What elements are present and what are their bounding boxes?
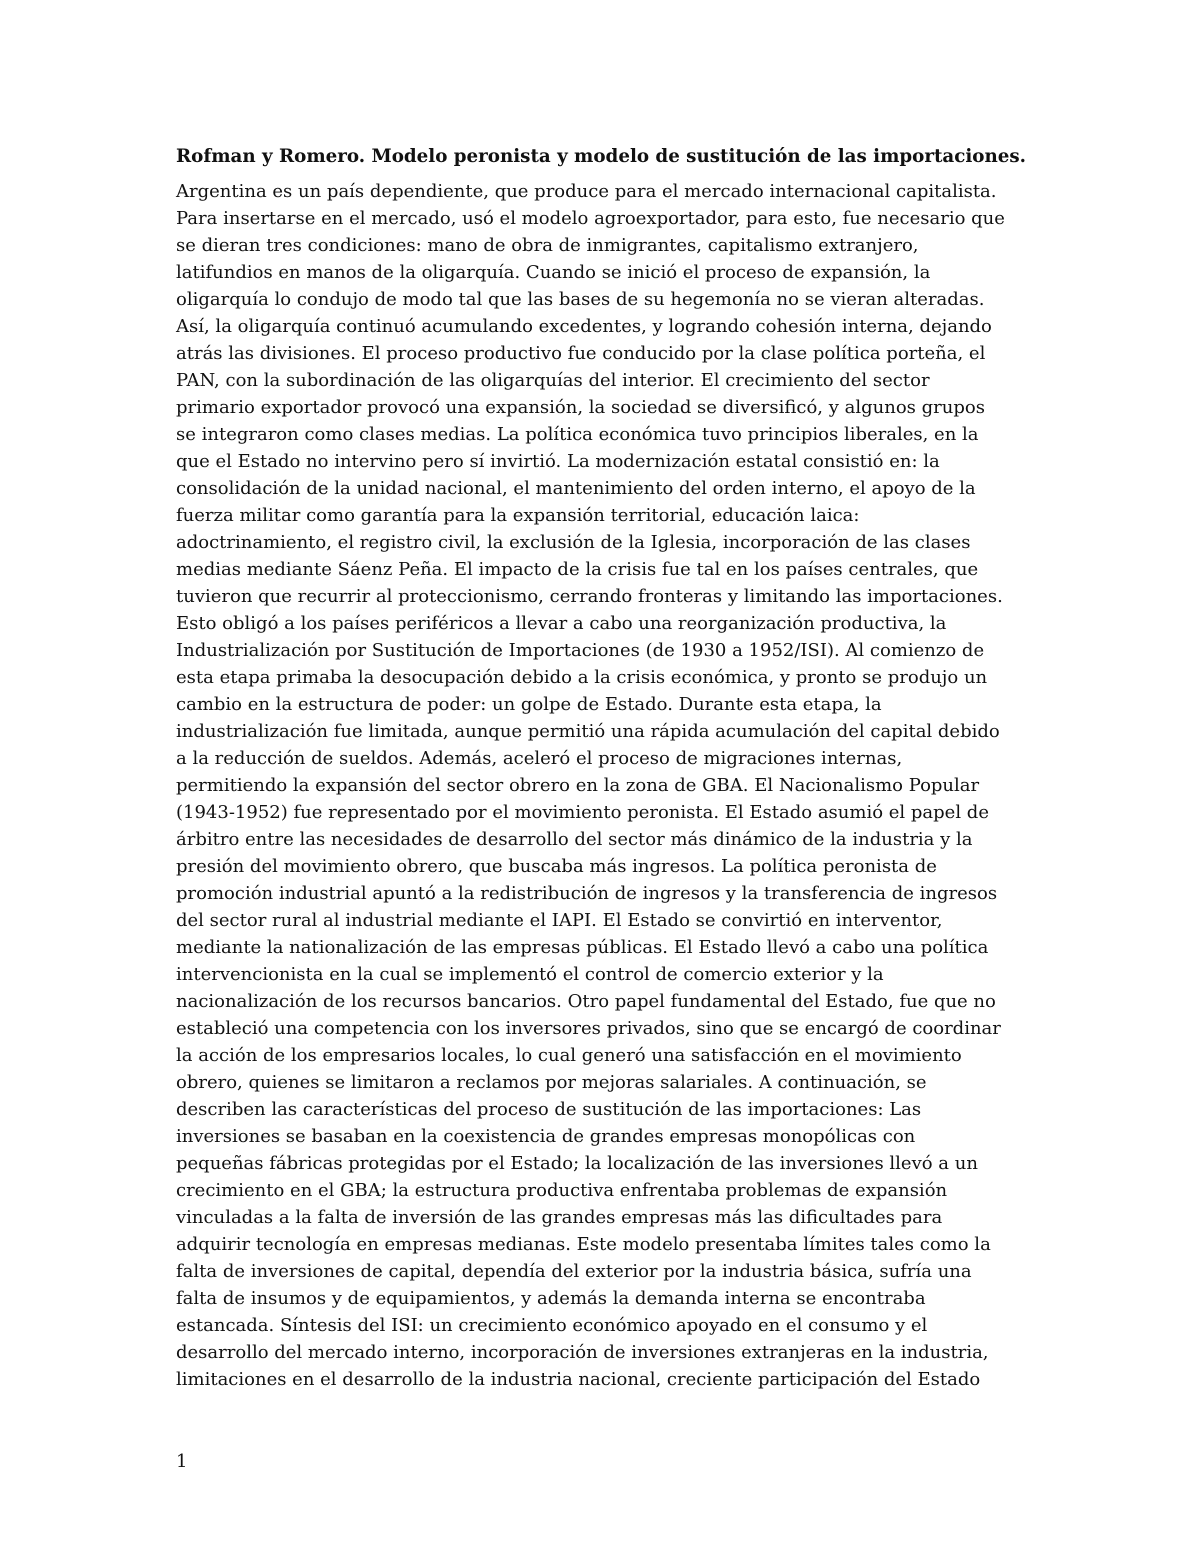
body-line: adquirir tecnología en empresas medianas. Este modelo presentaba límites tales como la: [176, 1234, 991, 1255]
body-line: Esto obligó a los países periféricos a llevar a cabo una reorganización productiva, la: [176, 613, 947, 634]
body-line: esta etapa primaba la desocupación debido a la crisis económica, y pronto se produjo un: [176, 667, 988, 688]
body-line: Argentina es un país dependiente, que produce para el mercado internacional capitalista.: [176, 181, 997, 202]
body-line: PAN, con la subordinación de las oligarquías del interior. El crecimiento del sector: [176, 370, 930, 391]
body-line: falta de inversiones de capital, dependía del exterior por la industria básica, sufría una: [176, 1261, 972, 1282]
body-line: la acción de los empresarios locales, lo cual generó una satisfacción en el movimiento: [176, 1045, 962, 1066]
body-line: que el Estado no intervino pero sí invirtió. La modernización estatal consistió en: la: [176, 451, 940, 472]
body-line: primario exportador provocó una expansión, la sociedad se diversificó, y algunos grupos: [176, 397, 985, 418]
body-line: árbitro entre las necesidades de desarrollo del sector más dinámico de la industria y la: [176, 829, 973, 850]
body-line: desarrollo del mercado interno, incorporación de inversiones extranjeras en la industria,: [176, 1342, 989, 1363]
document-content: [176, 142, 1026, 1393]
body-line: permitiendo la expansión del sector obrero en la zona de GBA. El Nacionalismo Popular: [176, 775, 980, 796]
body-line: crecimiento en el GBA; la estructura productiva enfrentaba problemas de expansión: [176, 1180, 948, 1201]
body-line: a la reducción de sueldos. Además, aceleró el proceso de migraciones internas,: [176, 748, 903, 769]
body-line: obrero, quienes se limitaron a reclamos por mejoras salariales. A continuación, se: [176, 1072, 927, 1093]
document-body: [176, 178, 1026, 1393]
body-line: describen las características del proceso de sustitución de las importaciones: Las: [176, 1099, 922, 1120]
body-line: Así, la oligarquía continuó acumulando excedentes, y logrando cohesión interna, dejando: [176, 316, 992, 337]
body-line: estancada. Síntesis del ISI: un crecimiento económico apoyado en el consumo y el: [176, 1315, 928, 1336]
body-line: industrialización fue limitada, aunque permitió una rápida acumulación del capital debido: [176, 721, 1000, 742]
body-line: tuvieron que recurrir al proteccionismo, cerrando fronteras y limitando las importaciones.: [176, 586, 1003, 607]
body-line: atrás las divisiones. El proceso productivo fue conducido por la clase política porteña, el: [176, 343, 986, 364]
body-line: falta de insumos y de equipamientos, y además la demanda interna se encontraba: [176, 1288, 926, 1309]
page-number: 1: [176, 1451, 188, 1472]
body-line: consolidación de la unidad nacional, el mantenimiento del orden interno, el apoyo de la: [176, 478, 976, 499]
body-line: promoción industrial apuntó a la redistribución de ingresos y la transferencia de ingresos: [176, 883, 998, 904]
body-line: oligarquía lo condujo de modo tal que las bases de su hegemonía no se vieran alteradas.: [176, 289, 985, 310]
body-line: inversiones se basaban en la coexistencia de grandes empresas monopólicas con: [176, 1126, 916, 1147]
body-line: estableció una competencia con los inversores privados, sino que se encargó de coordinar: [176, 1018, 1001, 1039]
body-line: presión del movimiento obrero, que buscaba más ingresos. La política peronista de: [176, 856, 937, 877]
body-line: Para insertarse en el mercado, usó el modelo agroexportador, para esto, fue necesario que: [176, 208, 1005, 229]
body-line: nacionalización de los recursos bancarios. Otro papel fundamental del Estado, fue que no: [176, 991, 996, 1012]
body-line: adoctrinamiento, el registro civil, la exclusión de la Iglesia, incorporación de las clases: [176, 532, 971, 553]
body-line: se dieran tres condiciones: mano de obra de inmigrantes, capitalismo extranjero,: [176, 235, 919, 256]
body-line: vinculadas a la falta de inversión de las grandes empresas más las dificultades para: [176, 1207, 943, 1228]
body-line: (1943-1952) fue representado por el movimiento peronista. El Estado asumió el papel de: [176, 802, 989, 823]
body-line: latifundios en manos de la oligarquía. Cuando se inició el proceso de expansión, la: [176, 262, 931, 283]
document-title: Rofman y Romero. Modelo peronista y modelo de sustitución de las importaciones.: [176, 146, 1027, 167]
body-line: Industrialización por Sustitución de Importaciones (de 1930 a 1952/ISI). Al comienzo de: [176, 640, 985, 661]
body-line: fuerza militar como garantía para la expansión territorial, educación laica:: [176, 505, 860, 526]
body-line: cambio en la estructura de poder: un golpe de Estado. Durante esta etapa, la: [176, 694, 882, 715]
body-line: se integraron como clases medias. La política económica tuvo principios liberales, en la: [176, 424, 979, 445]
body-line: limitaciones en el desarrollo de la industria nacional, creciente participación del Estado: [176, 1369, 981, 1390]
body-line: medias mediante Sáenz Peña. El impacto de la crisis fue tal en los países centrales, que: [176, 559, 979, 580]
body-line: mediante la nationalización de las empresas públicas. El Estado llevó a cabo una política: [176, 937, 989, 958]
body-line: intervencionista en la cual se implementó el control de comercio exterior y la: [176, 964, 884, 985]
body-line: del sector rural al industrial mediante el IAPI. El Estado se convirtió en interventor,: [176, 910, 943, 931]
body-line: pequeñas fábricas protegidas por el Estado; la localización de las inversiones llevó a un: [176, 1153, 978, 1174]
